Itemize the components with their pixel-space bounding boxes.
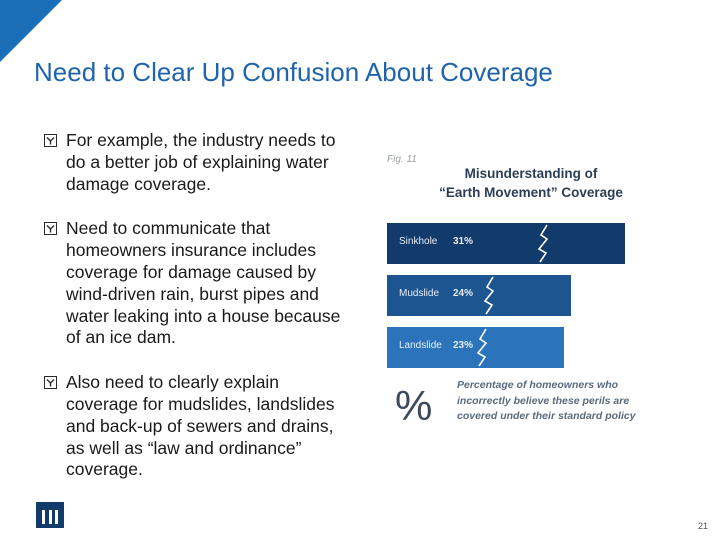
crack-icon	[533, 223, 555, 264]
checkbox-bullet-icon	[44, 376, 57, 389]
checkbox-bullet-icon	[44, 222, 57, 235]
bar-label: Mudslide	[399, 288, 440, 299]
bar-landslide	[387, 327, 564, 368]
bullet-item	[44, 130, 344, 195]
slide-title: Need to Clear Up Confusion About Coverage	[34, 57, 553, 87]
bullet-text: Also need to clearly explain coverage for mudslides, landslides and back-up of sewers and drains, as well as “law and ordinance” coverage.	[66, 372, 335, 480]
bar-value-label: 23%	[453, 340, 474, 351]
iii-logo	[36, 502, 64, 528]
bullet-item	[44, 372, 344, 481]
crack-icon	[472, 327, 494, 368]
chart-title	[415, 164, 647, 202]
corner-accent	[0, 0, 62, 62]
bullet-text: Need to communicate that homeowners insurance includes coverage for damage caused by wind-driven rain, burst pipes and water leaking into a house because of an ice dam.	[66, 218, 341, 348]
bullet-item	[44, 218, 344, 349]
percent-symbol: %	[395, 382, 433, 429]
chart-title-line1: Misunderstanding of	[464, 166, 598, 181]
bar-mudslide	[387, 275, 571, 316]
bar-sinkhole	[387, 223, 625, 264]
bullet-list	[44, 130, 344, 504]
checkbox-bullet-icon	[44, 134, 57, 147]
bar-label: Landslide	[399, 340, 442, 351]
figure-label: Fig. 11	[387, 154, 417, 165]
bar-value-label: 31%	[453, 236, 474, 247]
chart-note: Percentage of homeowners who incorrectly believe these perils are covered under their standard policy	[457, 379, 636, 422]
chart-title-line2: “Earth Movement” Coverage	[439, 185, 623, 200]
bullet-text: For example, the industry needs to do a better job of explaining water damage coverage.	[66, 130, 336, 194]
crack-icon	[479, 275, 501, 316]
bar-label: Sinkhole	[399, 236, 438, 247]
earth-movement-chart	[385, 150, 645, 450]
page-number: 21	[697, 521, 708, 531]
bar-value-label: 24%	[453, 288, 474, 299]
